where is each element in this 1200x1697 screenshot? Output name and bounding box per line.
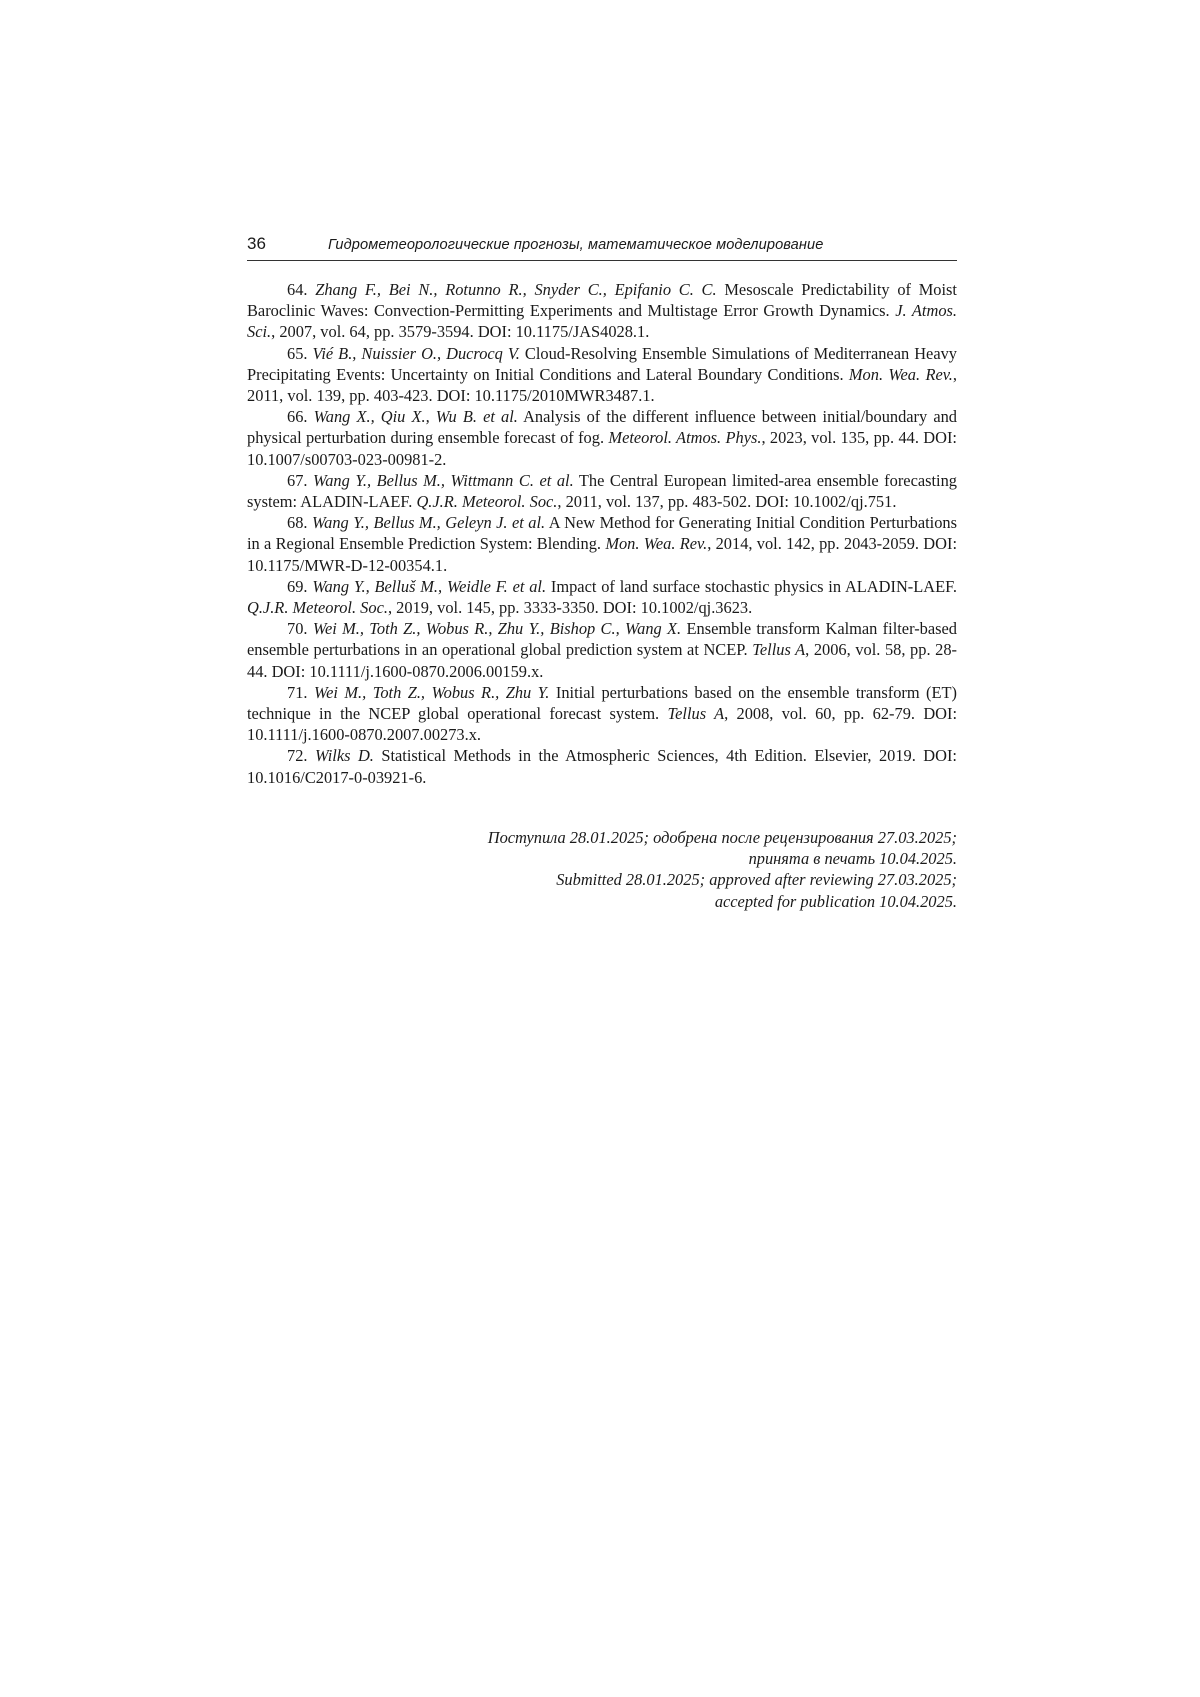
submission-dates — [247, 827, 957, 912]
dates-line-en-1: Submitted 28.01.2025; approved after reviewing 27.03.2025; — [556, 870, 957, 890]
reference-authors: Wang Y., Bellus M., Wittmann C. et al. — [313, 470, 574, 490]
reference-journal: Tellus A — [667, 704, 725, 724]
reference-number: 64. — [287, 280, 308, 299]
reference-details: , 2019, vol. 145, pp. 3333-3350. DOI: 10.1002/qj.3623. — [387, 598, 753, 618]
reference-number: 72. — [287, 746, 308, 766]
reference-journal: Meteorol. Atmos. Phys. — [608, 428, 762, 448]
reference-journal: J. Atmos. Sci. — [247, 301, 957, 342]
reference-details: , 2011, vol. 139, pp. 403-423. DOI: 10.1175/2010MWR3487.1. — [247, 364, 957, 406]
running-title: Гидрометеорологические прогнозы, математическое моделирование — [328, 237, 824, 253]
reference-journal: Q.J.R. Meteorol. Soc. — [416, 492, 558, 512]
reference-journal: Mon. Wea. Rev. — [848, 364, 953, 384]
reference-title: Cloud-Resolving Ensemble Simulations of Mediterranean Heavy Precipitating Events: Uncertainty on Initial Conditions and Lateral Boundary Conditions. — [247, 343, 957, 384]
reference-journal: Q.J.R. Meteorol. Soc. — [247, 598, 388, 618]
reference-item — [247, 279, 957, 343]
page-header — [247, 234, 957, 261]
reference-authors: Zhang F., Bei N., Rotunno R., Snyder C., Epifanio C. C. — [315, 280, 717, 299]
reference-authors: Vié B., Nuissier O., Ducrocq V. — [312, 343, 520, 363]
reference-title: Impact of land surface stochastic physics in ALADIN-LAEF. — [550, 576, 957, 596]
reference-item — [247, 512, 957, 576]
reference-authors: Wei M., Toth Z., Wobus R., Zhu Y., Bishop C., Wang X. — [312, 619, 682, 639]
reference-details: , 2008, vol. 60, pp. 62-79. DOI: 10.1111/j.1600-0870.2007.00273.x. — [247, 704, 958, 745]
reference-item — [247, 406, 957, 470]
reference-details: , 2011, vol. 137, pp. 483-502. DOI: 10.1002/qj.751. — [557, 492, 897, 512]
reference-item — [247, 576, 957, 618]
reference-number: 65. — [287, 343, 308, 363]
reference-title: Mesoscale Predictability of Moist Baroclinic Waves: Convection-Permitting Experiments and Multistage Error Growth Dynamics. — [247, 280, 957, 321]
dates-line-ru-1: Поступила 28.01.2025; одобрена после рецензирования 27.03.2025; — [487, 828, 957, 847]
reference-number: 70. — [287, 619, 308, 639]
reference-details: , 2007, vol. 64, pp. 3579-3594. DOI: 10.1175/JAS4028.1. — [271, 322, 650, 342]
reference-item — [247, 470, 957, 512]
reference-title: Analysis of the different influence between initial/boundary and physical perturbation during ensemble forecast of fog. — [247, 407, 957, 448]
reference-title: Statistical Methods in the Atmospheric Sciences, 4th Edition. Elsevier, 2019. DOI: 10.1016/C2017-0-03921-6. — [247, 746, 957, 787]
reference-title: The Central European limited-area ensemble forecasting system: ALADIN-LAEF. — [247, 470, 957, 512]
dates-line-en-2: accepted for publication 10.04.2025. — [714, 891, 957, 911]
reference-number: 68. — [287, 513, 308, 533]
reference-item — [247, 745, 957, 787]
reference-details: , 2014, vol. 142, pp. 2043-2059. DOI: 10.1175/MWR-D-12-00354.1. — [247, 534, 957, 575]
reference-journal: Mon. Wea. Rev. — [605, 534, 708, 554]
reference-title: Ensemble transform Kalman filter-based ensemble perturbations in an operational global prediction system at NCEP. — [247, 619, 957, 660]
reference-details: , 2023, vol. 135, pp. 44. DOI: 10.1007/s00703-023-00981-2. — [247, 428, 957, 469]
reference-item — [247, 682, 957, 746]
reference-list — [247, 279, 957, 788]
reference-number: 69. — [287, 576, 308, 596]
reference-number: 71. — [287, 682, 308, 702]
page-number: 36 — [247, 234, 266, 253]
reference-item — [247, 343, 957, 407]
reference-authors: Wei M., Toth Z., Wobus R., Zhu Y. — [313, 682, 550, 702]
reference-number: 66. — [287, 407, 308, 427]
reference-title: Initial perturbations based on the ensemble transform (ET) technique in the NCEP global operational forecast system. — [247, 682, 957, 724]
dates-line-ru-2: принята в печать 10.04.2025. — [748, 849, 957, 869]
reference-journal: Tellus A — [752, 640, 806, 660]
reference-title: A New Method for Generating Initial Condition Perturbations in a Regional Ensemble Prediction System: Blending. — [247, 513, 957, 554]
reference-details: , 2006, vol. 58, pp. 28-44. DOI: 10.1111/j.1600-0870.2006.00159.x. — [247, 640, 957, 681]
reference-authors: Wang Y., Belluš M., Weidle F. et al. — [312, 576, 547, 596]
reference-authors: Wilks D. — [314, 746, 374, 766]
reference-authors: Wang X., Qiu X., Wu B. et al. — [313, 407, 518, 427]
reference-item — [247, 618, 957, 682]
reference-number: 67. — [287, 470, 308, 490]
reference-authors: Wang Y., Bellus M., Geleyn J. et al. — [311, 513, 546, 533]
